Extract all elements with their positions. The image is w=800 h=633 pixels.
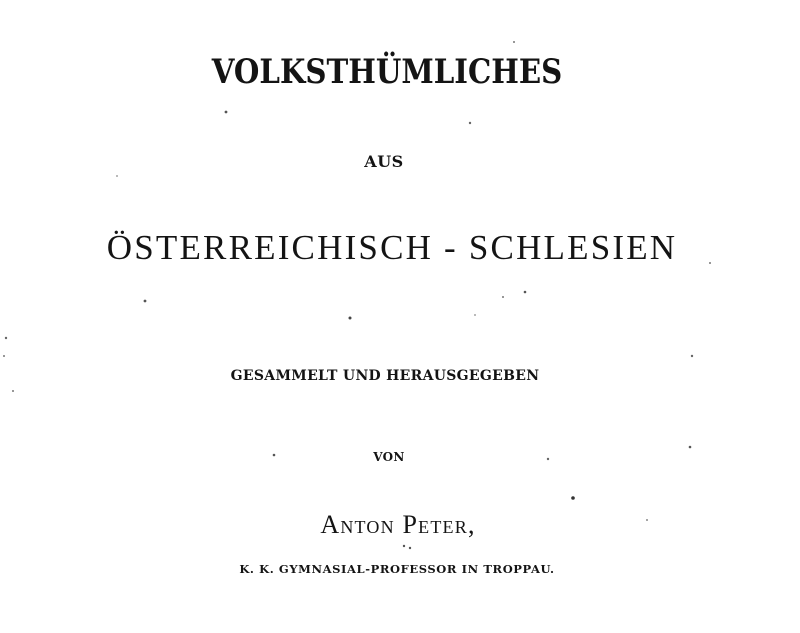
collected-edited-line: GESAMMELT UND HERAUSGEGEBEN [230, 368, 540, 384]
title-preposition: AUS [364, 152, 404, 171]
book-title: VOLKSTHÜMLICHES [211, 52, 563, 92]
author-position: K. K. GYMNASIAL-PROFESSOR IN TROPPAU. [239, 562, 555, 576]
author-name: Anton Peter, [320, 510, 476, 539]
by-line: VON [373, 450, 405, 464]
region-heading: ÖSTERREICHISCH - SCHLESIEN [106, 228, 678, 267]
